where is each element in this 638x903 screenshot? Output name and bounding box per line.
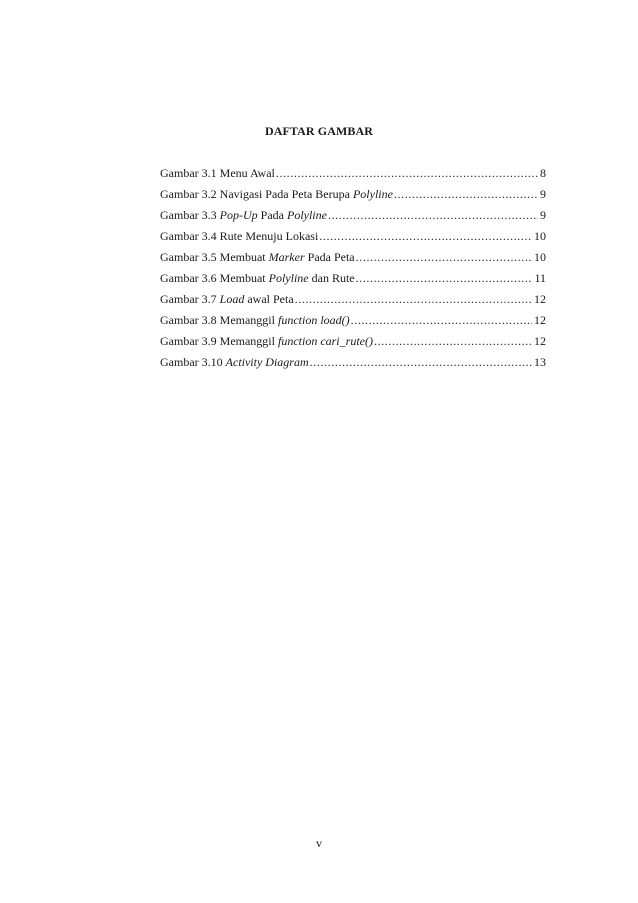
figure-list-item	[160, 313, 546, 334]
caption-text: awal Peta	[244, 292, 294, 306]
caption-text: Pada Peta	[304, 250, 355, 264]
dot-leader	[374, 334, 532, 349]
caption-italic-text: Polyline	[352, 187, 393, 201]
caption-italic-text: Activity Diagram	[225, 355, 309, 369]
figure-list-item	[160, 250, 546, 271]
figure-page-number: 11	[534, 271, 546, 285]
caption-italic-text: Load	[219, 292, 245, 306]
figure-page-number: 12	[534, 313, 546, 327]
dot-leader	[394, 187, 538, 202]
figure-page-number: 9	[540, 208, 546, 222]
page-title: DAFTAR GAMBAR	[264, 124, 374, 138]
dot-leader	[295, 292, 532, 307]
figure-caption	[160, 250, 355, 265]
figure-caption	[160, 229, 318, 244]
caption-text: Gambar 3.7	[160, 292, 220, 306]
dot-leader	[276, 166, 538, 181]
figure-page-number: 10	[534, 229, 546, 243]
caption-text: dan Rute	[308, 271, 355, 285]
figure-list-item	[160, 355, 546, 376]
dot-leader	[356, 250, 532, 265]
figure-page-number: 8	[540, 166, 546, 180]
caption-italic-text: function cari_rute()	[277, 334, 373, 348]
figure-caption	[160, 313, 350, 328]
figure-caption	[160, 271, 355, 286]
dot-leader	[328, 208, 538, 223]
caption-italic-text: Marker	[268, 250, 305, 264]
figure-list-item	[160, 292, 546, 313]
figure-list-item	[160, 229, 546, 250]
figure-page-number: 12	[534, 334, 546, 348]
caption-text: Gambar 3.5 Membuat	[160, 250, 269, 264]
figure-caption	[160, 334, 373, 349]
figure-list-item	[160, 334, 546, 355]
caption-italic-text: Polyline	[268, 271, 309, 285]
figure-caption	[160, 292, 294, 307]
figure-list-item	[160, 187, 546, 208]
figure-page-number: 12	[534, 292, 546, 306]
figure-caption	[160, 166, 275, 181]
caption-text: Gambar 3.10	[160, 355, 226, 369]
figure-page-number: 10	[534, 250, 546, 264]
page-number: v	[316, 836, 322, 850]
caption-text: Gambar 3.4 Rute Menuju Lokasi	[160, 229, 319, 243]
dot-leader	[310, 355, 532, 370]
caption-italic-text: Pop-Up	[219, 208, 258, 222]
figure-page-number: 13	[534, 355, 546, 369]
caption-text: Gambar 3.1 Menu Awal	[160, 166, 275, 180]
figure-caption	[160, 208, 327, 223]
dot-leader	[319, 229, 532, 244]
figure-list-item	[160, 271, 546, 292]
caption-italic-text: function load()	[277, 313, 350, 327]
caption-text: Gambar 3.9 Memanggil	[160, 334, 278, 348]
caption-text: Pada	[257, 208, 287, 222]
figure-list	[160, 166, 546, 376]
caption-text: Gambar 3.2 Navigasi Pada Peta Berupa	[160, 187, 353, 201]
dot-leader	[351, 313, 532, 328]
figure-list-item	[160, 208, 546, 229]
figure-list-item	[160, 166, 546, 187]
dot-leader	[356, 271, 533, 286]
caption-text: Gambar 3.8 Memanggil	[160, 313, 278, 327]
figure-page-number: 9	[540, 187, 546, 201]
figure-caption	[160, 187, 393, 202]
caption-text: Gambar 3.6 Membuat	[160, 271, 269, 285]
caption-text: Gambar 3.3	[160, 208, 220, 222]
caption-italic-text: Polyline	[286, 208, 327, 222]
figure-caption	[160, 355, 309, 370]
